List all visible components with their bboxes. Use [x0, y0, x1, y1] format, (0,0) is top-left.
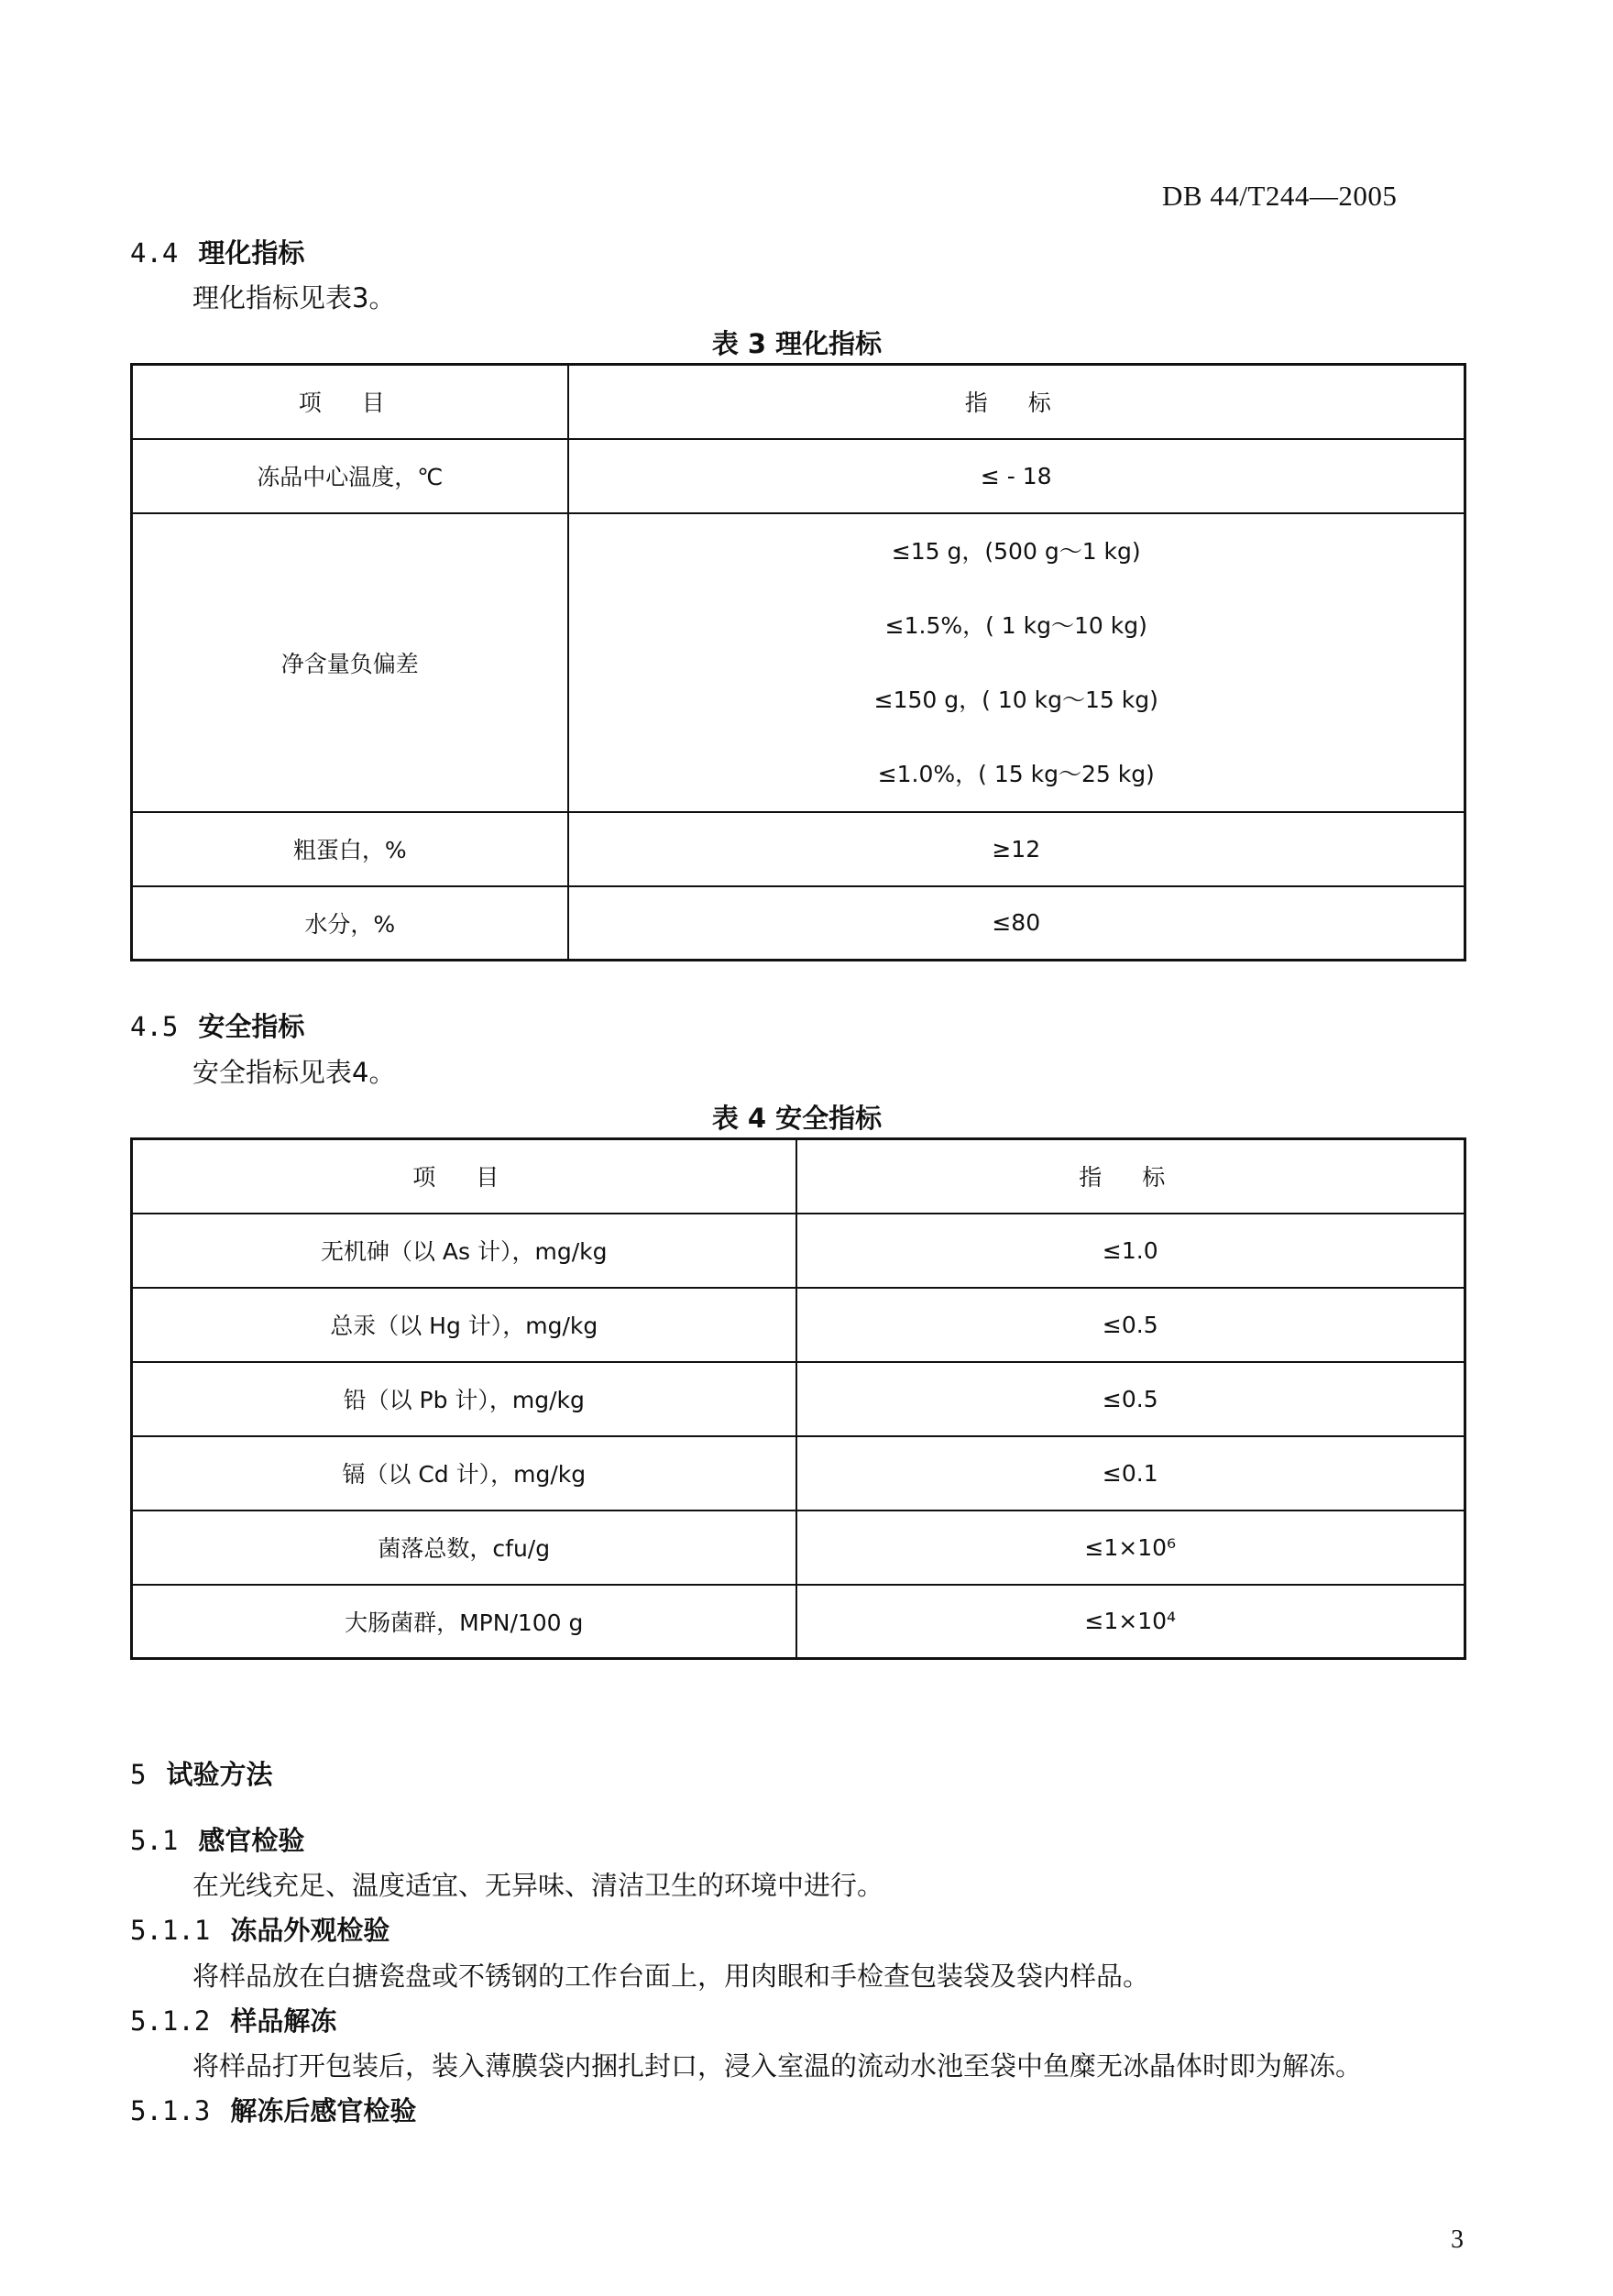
- row-value: ≤1×10⁴: [796, 1585, 1465, 1659]
- section-number: 4.4: [130, 237, 179, 269]
- table-header-row: [132, 1139, 1465, 1214]
- row-value: ≤80: [568, 886, 1465, 961]
- row-value: ≤1×10⁶: [796, 1511, 1465, 1585]
- section-title: 冻品外观检验: [230, 1915, 390, 1946]
- page-number: 3: [1451, 2225, 1464, 2254]
- section-5-1-2-heading: [130, 2001, 336, 2038]
- table-row: [132, 1436, 1465, 1511]
- table-4-safety: [130, 1137, 1466, 1660]
- table-row: [132, 513, 1465, 812]
- row-item: 粗蛋白，%: [132, 812, 568, 886]
- section-number: 5: [130, 1759, 147, 1790]
- column-header-value: 指 标: [568, 365, 1465, 439]
- table-row: [132, 886, 1465, 961]
- table-header-row: [132, 365, 1465, 439]
- row-value: ≤0.5: [796, 1288, 1465, 1362]
- row-value: ≥12: [568, 812, 1465, 886]
- table-row: [132, 1511, 1465, 1585]
- section-number: 5.1.3: [130, 2095, 211, 2126]
- table-4-caption: 表 4 安全指标: [711, 1103, 883, 1134]
- row-item: 水分，%: [132, 886, 568, 961]
- section-4-4-intro: 理化指标见表3。: [192, 282, 396, 313]
- row-item: 镉（以 Cd 计），mg/kg: [132, 1436, 796, 1511]
- section-title: 样品解冻: [230, 2005, 337, 2037]
- section-title: 解冻后感官检验: [230, 2095, 417, 2126]
- row-item: 大肠菌群，MPN/100 g: [132, 1585, 796, 1659]
- section-title: 感官检验: [198, 1825, 305, 1856]
- row-item: 无机砷（以 As 计），mg/kg: [132, 1214, 796, 1288]
- table-3-physicochemical: [130, 363, 1466, 961]
- section-5-1-2-text: 将样品打开包装后，装入薄膜袋内捆扎封口，浸入室温的流动水池至袋中鱼糜无冰晶体时即为解冻。: [192, 2050, 1363, 2082]
- row-value-group: [568, 513, 1465, 812]
- standard-code: DB 44/T244—2005: [1162, 180, 1398, 212]
- section-5-1-3-heading: [130, 2091, 416, 2128]
- column-header-item: 项 目: [132, 365, 568, 439]
- row-item: 菌落总数，cfu/g: [132, 1511, 796, 1585]
- section-5-1-1-text: 将样品放在白搪瓷盘或不锈钢的工作台面上，用肉眼和手检查包装袋及袋内样品。: [192, 1961, 1150, 1992]
- table-3-caption: 表 3 理化指标: [711, 328, 883, 359]
- section-title: 试验方法: [166, 1759, 273, 1790]
- row-value: ≤15 g，(500 g～1 kg): [891, 537, 1141, 565]
- row-value: ≤0.5: [796, 1362, 1465, 1436]
- section-number: 5.1.1: [130, 1915, 211, 1946]
- section-4-4-heading: [130, 233, 304, 270]
- table-row: [132, 1362, 1465, 1436]
- row-item: 铅（以 Pb 计），mg/kg: [132, 1362, 796, 1436]
- row-value: ≤0.1: [796, 1436, 1465, 1511]
- section-4-5-heading: [130, 1006, 304, 1044]
- table-row: [132, 1214, 1465, 1288]
- section-5-1-1-heading: [130, 1910, 390, 1948]
- row-value: ≤150 g，( 10 kg～15 kg): [873, 686, 1158, 713]
- row-value: ≤1.5%，( 1 kg～10 kg): [884, 611, 1147, 639]
- section-number: 5.1: [130, 1825, 179, 1856]
- section-number: 4.5: [130, 1011, 179, 1042]
- column-header-item: 项 目: [132, 1139, 796, 1214]
- column-header-value: 指 标: [796, 1139, 1465, 1214]
- table-row: [132, 1288, 1465, 1362]
- table-row: [132, 439, 1465, 513]
- row-item: 净含量负偏差: [132, 513, 568, 812]
- section-4-5-intro: 安全指标见表4。: [192, 1057, 396, 1088]
- table-row: [132, 1585, 1465, 1659]
- section-5-1-heading: [130, 1820, 304, 1858]
- row-item: 冻品中心温度，℃: [132, 439, 568, 513]
- row-item: 总汞（以 Hg 计），mg/kg: [132, 1288, 796, 1362]
- section-5-heading: [130, 1754, 272, 1792]
- section-title: 理化指标: [198, 237, 305, 269]
- section-title: 安全指标: [198, 1011, 305, 1042]
- row-value: ≤1.0%，( 15 kg～25 kg): [877, 760, 1155, 787]
- row-value: ≤1.0: [796, 1214, 1465, 1288]
- table-row: [132, 812, 1465, 886]
- section-number: 5.1.2: [130, 2005, 211, 2037]
- row-value: ≤ - 18: [568, 439, 1465, 513]
- section-5-1-text: 在光线充足、温度适宜、无异味、清洁卫生的环境中进行。: [192, 1870, 884, 1901]
